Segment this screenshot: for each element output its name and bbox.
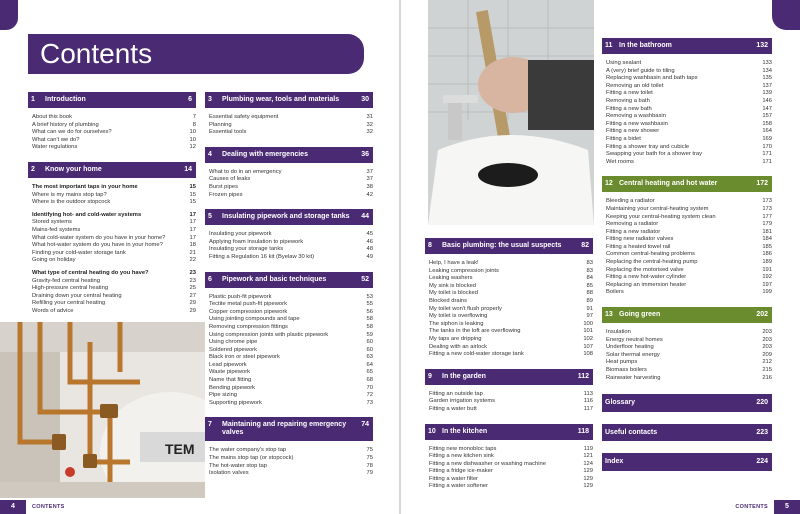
chapter-4 (205, 147, 373, 199)
toc-entry[interactable]: Insulation 203 (606, 329, 772, 336)
toc-entry[interactable]: Removing an old toilet 137 (606, 82, 772, 89)
toc-entry[interactable]: Underfloor heating 203 (606, 344, 772, 351)
toc-entry[interactable]: My toilet is blocked 88 (429, 290, 593, 297)
toc-entry[interactable]: Rainwater harvesting 216 (606, 374, 772, 381)
toc-entry[interactable]: About this book 7 (32, 114, 196, 120)
toc-entry[interactable]: Using compression joints with plastic pipework 59 (209, 331, 373, 338)
toc-entry[interactable]: Black iron or steel pipework 63 (209, 354, 373, 361)
chapter-heading[interactable]: 6 Pipework and basic techniques 52 (205, 272, 373, 288)
toc-entry[interactable]: Using sealant 133 (606, 60, 772, 66)
toc-entry[interactable]: Where is my mains stop tap? 15 (32, 191, 196, 198)
toc-entry[interactable]: Isolation valves 79 (209, 470, 373, 477)
toc-entry[interactable]: Draining down your central heating 27 (32, 292, 196, 299)
chapter-13 (602, 307, 772, 382)
toc-entry[interactable]: Soldered pipework 60 (209, 346, 373, 353)
toc-subheading[interactable]: Identifying hot- and cold-water systems 17 (32, 211, 196, 218)
plunger-sink-image (428, 0, 594, 225)
chapter-1 (28, 92, 196, 152)
toc-entry[interactable]: Fitting new monobloc taps 119 (429, 445, 593, 452)
toc-entry[interactable]: My toilet is overflowing 97 (429, 313, 593, 320)
toc-entry[interactable]: Frozen pipes 42 (209, 191, 373, 198)
chapter-heading[interactable]: 12 Central heating and hot water 172 (602, 176, 772, 192)
toc-entry[interactable]: Using jointing compounds and tape 58 (209, 316, 373, 323)
toc-entry[interactable]: Heat pumps 212 (606, 359, 772, 366)
toc-entry[interactable]: Gravity-fed central heating 23 (32, 277, 196, 284)
boiler-photo (0, 322, 205, 498)
toc-entry[interactable]: Essential safety equipment 31 (209, 114, 373, 120)
toc-entry[interactable]: Copper compression pipework 56 (209, 308, 373, 315)
chapter-heading[interactable]: 10 In the kitchen 118 (425, 424, 593, 440)
chapter-6 (205, 272, 373, 408)
index-heading[interactable]: Index 224 (602, 453, 772, 471)
toc-entry[interactable]: Going on holiday 22 (32, 257, 196, 264)
chapter-heading[interactable]: 9 In the garden 112 (425, 369, 593, 385)
toc-entry[interactable]: Fitting a new radiator 181 (606, 228, 772, 235)
toc-entry[interactable]: Removing a washbasin 157 (606, 113, 772, 120)
toc-entry[interactable]: The siphon is leaking 100 (429, 320, 593, 327)
toc-entry[interactable]: Maintaining your central-heating system 173 (606, 205, 772, 212)
toc-entry[interactable]: Mains-fed systems 17 (32, 226, 196, 233)
corner-tab-left (0, 0, 18, 30)
svg-text:TEM: TEM (165, 441, 195, 457)
toc-entry[interactable]: Pipe sizing 72 (209, 392, 373, 399)
index-section (602, 453, 772, 471)
toc-entry[interactable]: Garden irrigation systems 116 (429, 398, 593, 405)
page-number-right: 5 (774, 500, 800, 514)
chapter-heading[interactable]: 11 In the bathroom 132 (602, 38, 772, 54)
toc-entry[interactable]: Burst pipes 38 (209, 183, 373, 190)
toc-entry[interactable]: Energy neutral homes 203 (606, 336, 772, 343)
toc-entry[interactable]: The water company's stop tap 75 (209, 447, 373, 454)
glossary-heading[interactable]: Glossary 220 (602, 394, 772, 412)
toc-entry[interactable]: My toilet won't flush properly 91 (429, 305, 593, 312)
toc-entry[interactable]: Stored systems 17 (32, 219, 196, 226)
contents-column-4 (602, 38, 772, 481)
toc-entry[interactable]: The tanks in the loft are overflowing 101 (429, 328, 593, 335)
page-title: Contents (40, 38, 153, 69)
page-gutter (399, 0, 401, 514)
toc-entry[interactable]: What can't we do? 10 (32, 136, 196, 143)
page-number-left: 4 (0, 500, 26, 514)
toc-entry[interactable]: Removing a bath 146 (606, 97, 772, 104)
toc-entry[interactable]: Causes of leaks 37 (209, 176, 373, 183)
toc-entry[interactable]: Words of advice 29 (32, 307, 196, 314)
sink-plunger-photo (428, 0, 594, 225)
toc-entry[interactable]: Water regulations 12 (32, 144, 196, 151)
footer-label-right: CONTENTS (735, 504, 768, 510)
toc-entry[interactable]: Fitting a water filter 129 (429, 475, 593, 482)
toc-entry[interactable]: Common central-heating problems 186 (606, 251, 772, 258)
toc-entry[interactable]: Fitting a new bath 147 (606, 105, 772, 112)
chapter-3 (205, 92, 373, 137)
toc-entry[interactable]: Fitting a shower tray and cubicle 170 (606, 143, 772, 150)
contacts-section (602, 424, 772, 442)
contents-column-3 (425, 238, 593, 501)
toc-entry[interactable]: Fitting a water butt 117 (429, 405, 593, 412)
contents-column-1 (28, 92, 196, 325)
toc-entry[interactable]: The mains stop tap (or stopcock) 75 (209, 455, 373, 462)
toc-entry[interactable]: A (very) brief guide to tiling 134 (606, 67, 772, 74)
toc-entry[interactable]: Fitting a new cold-water storage tank 108 (429, 351, 593, 358)
glossary-section (602, 394, 772, 412)
toc-entry[interactable]: Fitting an outside tap 113 (429, 390, 593, 397)
toc-entry[interactable]: High-pressure central heating 25 (32, 285, 196, 292)
toc-entry[interactable]: Bending pipework 70 (209, 384, 373, 391)
toc-entry[interactable]: Wet rooms 171 (606, 158, 772, 165)
toc-entry[interactable]: Fitting a new toilet 139 (606, 90, 772, 97)
toc-entry[interactable]: Help, I have a leak! 83 (429, 260, 593, 266)
toc-entry[interactable]: Replacing the central-heating pump 189 (606, 259, 772, 266)
corner-tab-right (772, 0, 800, 30)
toc-entry[interactable]: Fitting a new shower 164 (606, 128, 772, 135)
contents-title-banner (28, 34, 364, 74)
chapter-heading[interactable]: 5 Insulating pipework and storage tanks 44 (205, 209, 373, 225)
chapter-8 (425, 238, 593, 359)
toc-entry[interactable]: Bleeding a radiator 173 (606, 198, 772, 205)
toc-entry[interactable]: Refilling your central heating 29 (32, 300, 196, 307)
toc-entry[interactable]: Lead pipework 64 (209, 361, 373, 368)
toc-entry[interactable]: What can we do for ourselves? 10 (32, 129, 196, 136)
toc-entry[interactable]: Fitting a new washbasin 158 (606, 120, 772, 127)
footer-right (400, 500, 800, 514)
toc-entry[interactable]: Fitting a new hot-water cylinder 192 (606, 274, 772, 281)
chapter-2 (28, 162, 196, 316)
toc-entry[interactable]: Replacing an immersion heater 197 (606, 281, 772, 288)
toc-entry[interactable]: Insulating your storage tanks 48 (209, 246, 373, 253)
toc-entry[interactable]: Fitting a water softener 129 (429, 483, 593, 490)
toc-subheading[interactable]: The most important taps in your home 15 (32, 183, 196, 190)
toc-entry[interactable]: Where is the outdoor stopcock 15 (32, 199, 196, 206)
chapter-11 (602, 38, 772, 166)
toc-entry[interactable]: Removing a radiator 179 (606, 221, 772, 228)
toc-entry[interactable]: My taps are dripping 102 (429, 335, 593, 342)
chapter-heading[interactable]: 2 Know your home 14 (28, 162, 196, 178)
chapter-heading[interactable]: 3 Plumbing wear, tools and materials 30 (205, 92, 373, 108)
toc-entry[interactable]: Waste pipework 65 (209, 369, 373, 376)
footer-left (0, 500, 400, 514)
chapter-heading[interactable]: 7 Maintaining and repairing emergency valves 74 (205, 417, 373, 441)
toc-entry[interactable]: Insulating your pipework 45 (209, 231, 373, 238)
toc-entry[interactable]: Using chrome pipe 60 (209, 339, 373, 346)
toc-entry[interactable]: A brief history of plumbing 8 (32, 121, 196, 128)
toc-entry[interactable]: What cold-water system do you have in your home? 17 (32, 234, 196, 241)
toc-entry[interactable]: Applying foam insulation to pipework 46 (209, 238, 373, 245)
toc-entry[interactable]: Fitting a bidet 169 (606, 135, 772, 142)
toc-entry[interactable]: Fitting a new dishwasher or washing machine 124 (429, 460, 593, 467)
chapter-7 (205, 417, 373, 477)
toc-entry[interactable]: Supporting pipework 73 (209, 399, 373, 406)
chapter-12 (602, 176, 772, 297)
toc-entry[interactable]: Finding your cold-water storage tank 21 (32, 249, 196, 256)
toc-entry[interactable]: Essential tools 32 (209, 129, 373, 136)
toc-entry[interactable]: Keeping your central-heating system clean 177 (606, 213, 772, 220)
toc-entry[interactable]: Leaking washers 84 (429, 275, 593, 282)
chapter-heading[interactable]: 4 Dealing with emergencies 36 (205, 147, 373, 163)
toc-entry[interactable]: Dealing with an airlock 107 (429, 343, 593, 350)
chapter-5 (205, 209, 373, 261)
toc-entry[interactable]: Solar thermal energy 209 (606, 351, 772, 358)
toc-entry[interactable]: Blocked drains 89 (429, 297, 593, 304)
toc-entry[interactable]: What hot-water system do you have in your home? 18 (32, 242, 196, 249)
chapter-9 (425, 369, 593, 414)
toc-entry[interactable]: My sink is blocked 85 (429, 282, 593, 289)
boiler-pipes-image (0, 322, 205, 498)
useful-contacts-heading[interactable]: Useful contacts 223 (602, 424, 772, 442)
chapter-heading[interactable]: 8 Basic plumbing: the usual suspects 82 (425, 238, 593, 254)
toc-entry[interactable]: Fitting a heated towel rail 185 (606, 243, 772, 250)
toc-entry[interactable]: Fitting a Regulation 16 kit (Byelaw 30 kit) 49 (209, 253, 373, 260)
toc-entry[interactable]: Boilers 199 (606, 289, 772, 296)
toc-entry[interactable]: Replacing washbasin and bath taps 135 (606, 75, 772, 82)
toc-entry[interactable]: Fitting new radiator valves 184 (606, 236, 772, 243)
chapter-heading[interactable]: 1 Introduction 6 (28, 92, 196, 108)
toc-entry[interactable]: What to do in an emergency 37 (209, 168, 373, 175)
toc-entry[interactable]: The hot-water stop tap 78 (209, 462, 373, 469)
footer-label-left: CONTENTS (32, 504, 65, 510)
chapter-10 (425, 424, 593, 492)
toc-entry[interactable]: Planning 32 (209, 121, 373, 128)
toc-entry[interactable]: Swapping your bath for a shower tray 171 (606, 151, 772, 158)
toc-subheading[interactable]: What type of central heating do you have? 23 (32, 269, 196, 276)
toc-entry[interactable]: Removing compression fittings 58 (209, 323, 373, 330)
toc-entry[interactable]: Fitting a fridge ice-maker 129 (429, 468, 593, 475)
toc-entry[interactable]: Replacing the motorised valve 191 (606, 266, 772, 273)
toc-entry[interactable]: Fitting a new kitchen sink 121 (429, 453, 593, 460)
toc-entry[interactable]: Tectite metal push-fit pipework 55 (209, 301, 373, 308)
toc-entry[interactable]: Leaking compression joints 83 (429, 267, 593, 274)
chapter-heading[interactable]: 13 Going green 202 (602, 307, 772, 323)
toc-entry[interactable]: Biomass boilers 215 (606, 367, 772, 373)
contents-column-2 (205, 92, 373, 488)
toc-entry[interactable]: Plastic push-fit pipework 53 (209, 293, 373, 300)
toc-entry[interactable]: Name that fitting 68 (209, 377, 373, 384)
